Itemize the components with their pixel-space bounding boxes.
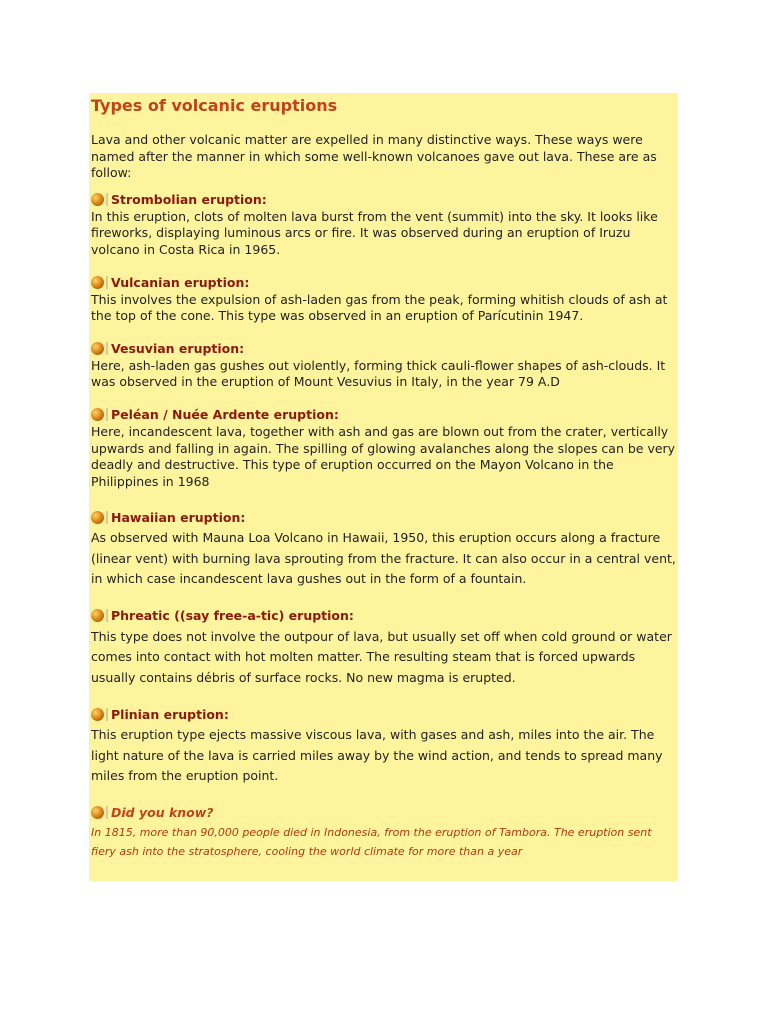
heading-text: Vulcanian eruption: bbox=[111, 275, 250, 291]
section-strombolian bbox=[91, 191, 678, 259]
section-vulcanian bbox=[91, 274, 678, 325]
section-body: In 1815, more than 90,000 people died in Indonesia, from the eruption of Tambora. The eruption sent fiery ash into the stratosphere, cooling the world climate for more than a year bbox=[91, 825, 652, 858]
bullet-icon bbox=[91, 193, 104, 206]
divider bbox=[106, 276, 108, 289]
section-vesuvian bbox=[91, 340, 678, 391]
section-heading bbox=[91, 191, 678, 209]
divider bbox=[106, 511, 108, 524]
bullet-icon bbox=[91, 511, 104, 524]
section-body: Here, ash-laden gas gushes out violently, forming thick cauli-flower shapes of ash-clouds. It was observed in the eruption of Mount Vesuvius in Italy, in the year 79 A.D bbox=[91, 357, 666, 390]
bullet-icon bbox=[91, 276, 104, 289]
section-body: This involves the expulsion of ash-laden gas from the peak, forming whitish clouds of ash at the top of the cone. This type was observed in an eruption of Parícutinin 1947. bbox=[91, 291, 668, 324]
heading-text: Phreatic ((say free-a-tic) eruption: bbox=[111, 608, 354, 624]
bullet-icon bbox=[91, 609, 104, 622]
section-pelean bbox=[91, 406, 678, 490]
section-body: This type does not involve the outpour of lava, but usually set off when cold ground or water comes into contact with hot molten matter. The resulting steam that is forced upwards usually contains débris of surface rocks. No new magma is erupted. bbox=[91, 628, 672, 685]
divider bbox=[106, 193, 108, 206]
section-heading bbox=[91, 340, 678, 358]
heading-text: Did you know? bbox=[111, 805, 214, 821]
bullet-icon bbox=[91, 342, 104, 355]
heading-text: Strombolian eruption: bbox=[111, 192, 267, 208]
section-plinian bbox=[91, 705, 678, 787]
section-phreatic bbox=[91, 607, 678, 689]
divider bbox=[106, 806, 108, 819]
section-heading bbox=[91, 406, 678, 424]
section-hawaiian bbox=[91, 508, 678, 590]
heading-text: Plinian eruption: bbox=[111, 706, 229, 722]
heading-text: Peléan / Nuée Ardente eruption: bbox=[111, 407, 339, 423]
bullet-icon bbox=[91, 806, 104, 819]
divider bbox=[106, 408, 108, 421]
document-page bbox=[89, 93, 678, 881]
page-title: Types of volcanic eruptions bbox=[91, 96, 338, 115]
heading-text: Hawaiian eruption: bbox=[111, 509, 246, 525]
section-heading bbox=[91, 607, 678, 625]
section-body: Here, incandescent lava, together with ash and gas are blown out from the crater, vertically upwards and falling in again. The spilling of glowing avalanches along the slopes can be very deadly and destructive. This type of eruption occurred on the Mayon Volcano in the Philippines in 1968 bbox=[91, 423, 676, 489]
intro-paragraph: Lava and other volcanic matter are expelled in many distinctive ways. These ways were named after the manner in which some well-known volcanoes gave out lava. These are as follow: bbox=[91, 132, 657, 181]
section-heading bbox=[91, 804, 678, 822]
section-heading bbox=[91, 274, 678, 292]
section-body: As observed with Mauna Loa Volcano in Hawaii, 1950, this eruption occurs along a fracture (linear vent) with burning lava sprouting from the fracture. It can also occur in a central vent, in which case incandescent lava gushes out in the form of a fountain. bbox=[91, 530, 676, 587]
divider bbox=[106, 708, 108, 721]
section-body: This eruption type ejects massive viscous lava, with gases and ash, miles into the air. The light nature of the lava is carried miles away by the wind action, and tends to spread many miles from the eruption point. bbox=[91, 727, 663, 784]
bullet-icon bbox=[91, 408, 104, 421]
heading-text: Vesuvian eruption: bbox=[111, 341, 245, 357]
section-body: In this eruption, clots of molten lava burst from the vent (summit) into the sky. It looks like fireworks, displaying luminous arcs or fire. It was observed during an eruption of Iruzu volcano in Costa Rica in 1965. bbox=[91, 208, 658, 257]
section-heading bbox=[91, 705, 678, 723]
divider bbox=[106, 609, 108, 622]
section-did-you-know bbox=[91, 804, 678, 861]
section-heading bbox=[91, 508, 678, 526]
divider bbox=[106, 342, 108, 355]
bullet-icon bbox=[91, 708, 104, 721]
